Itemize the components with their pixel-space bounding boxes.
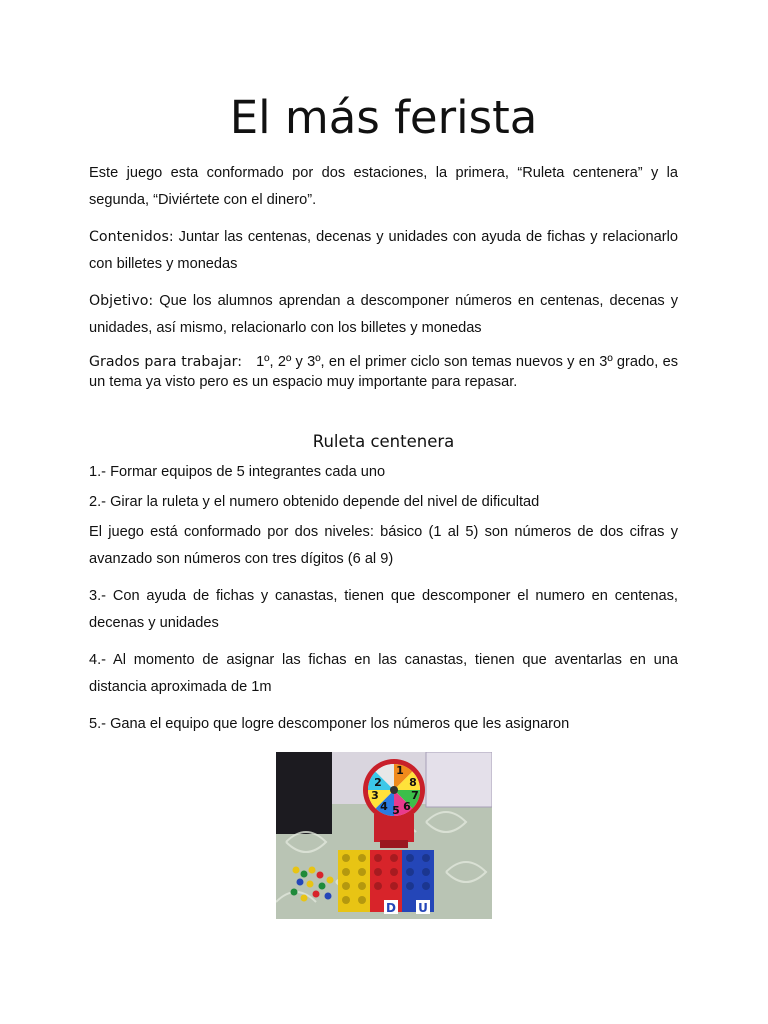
wheel-number-6: 6: [402, 800, 411, 813]
step-4: 4.- Al momento de asignar las fichas en las canastas, tienen que aventarlas en una distancia aproximada de 1m: [89, 652, 678, 695]
wheel-number-2: 2: [373, 776, 382, 789]
game-photo: [276, 752, 492, 919]
step-2: 2.- Girar la ruleta y el numero obtenido depende del nivel de dificultad: [89, 494, 540, 510]
tray-letter-u: U: [417, 901, 428, 915]
grados-paragraph: [89, 352, 678, 392]
grados-text: 1º, 2º y 3º, en el primer ciclo son temas nuevos y en 3º grado, es un tema ya visto pero es un espacio muy importante para repasar.: [89, 354, 678, 390]
wheel-number-7: 7: [410, 789, 419, 802]
wheel-number-1: 1: [395, 764, 404, 777]
step-5: 5.- Gana el equipo que logre descomponer los números que les asignaron: [89, 716, 570, 732]
levels-paragraph: El juego está conformado por dos niveles: básico (1 al 5) son números de dos cifras y avanzado son números con tres dígitos (6 al 9): [89, 524, 678, 567]
objetivo-paragraph: [89, 288, 678, 342]
contenidos-label: Contenidos:: [89, 229, 174, 245]
wheel-number-8: 8: [408, 776, 417, 789]
tray-letter-d: D: [385, 901, 396, 915]
wheel-number-3: 3: [370, 789, 379, 802]
contenidos-text: Juntar las centenas, decenas y unidades con ayuda de fichas y relacionarlo con billetes y monedas: [89, 229, 678, 272]
page-title: El más ferista: [229, 91, 538, 144]
objetivo-text: Que los alumnos aprendan a descomponer números en centenas, decenas y unidades, así mismo, relacionarlo con los billetes y monedas: [89, 293, 678, 336]
photo-egg-trays: [338, 850, 434, 915]
intro-paragraph: Este juego esta conformado por dos estaciones, la primera, “Ruleta centenera” y la segunda, “Diviértete con el dinero”.: [89, 165, 678, 208]
step-1: 1.- Formar equipos de 5 integrantes cada uno: [89, 464, 386, 480]
objetivo-label: Objetivo:: [89, 293, 154, 309]
contenidos-paragraph: [89, 224, 678, 278]
wheel-number-5: 5: [391, 804, 400, 817]
photo-black-cloth: [276, 752, 332, 834]
document-body: [89, 88, 678, 919]
grados-label: Grados para trabajar:: [89, 354, 243, 370]
wheel-number-4: 4: [379, 800, 388, 813]
section-title: Ruleta centenera: [312, 432, 455, 451]
photo-container: [89, 752, 678, 919]
step-3: 3.- Con ayuda de fichas y canastas, tienen que descomponer el numero en centenas, decenas y unidades: [89, 588, 678, 631]
photo-curtain: [426, 752, 492, 807]
